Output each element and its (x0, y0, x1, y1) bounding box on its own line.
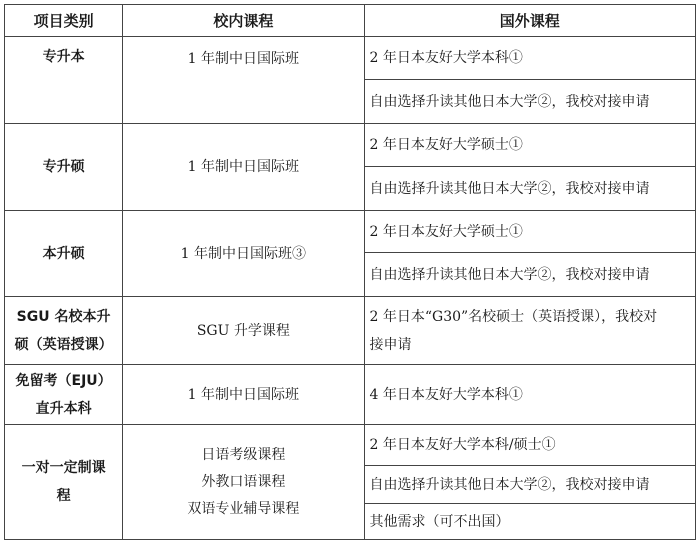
program-type: 本升硕 (5, 211, 123, 297)
program-table (4, 4, 696, 540)
domestic-course-line: 日语考级课程 (201, 446, 286, 463)
domestic-course: SGU 升学课程 (123, 297, 364, 365)
program-type (5, 365, 123, 425)
overseas-course: 2 年日本友好大学本科/硕士① (364, 425, 696, 466)
overseas-course: 其他需求（可不出国） (364, 504, 696, 540)
program-type-line: 程 (56, 488, 71, 504)
overseas-course-line: 2 年日本“G30”名校硕士（英语授课），我校对 (369, 308, 658, 325)
overseas-course: 2 年日本友好大学硕士① (364, 124, 696, 167)
domestic-course: 1 年制中日国际班 (123, 37, 364, 124)
overseas-course: 自由选择升读其他日本大学②，我校对接申请 (364, 466, 696, 504)
table-row (5, 124, 696, 167)
overseas-course: 自由选择升读其他日本大学②，我校对接申请 (364, 167, 696, 211)
table-row (5, 37, 696, 80)
program-type: 专升本 (5, 37, 123, 124)
program-type (5, 425, 123, 540)
program-type-line: 直升本科 (35, 400, 92, 417)
domestic-course: 1 年制中日国际班③ (123, 211, 364, 297)
table-row (5, 297, 696, 365)
program-type-line: 一对一定制课 (21, 460, 106, 476)
table-header-row (5, 5, 696, 37)
overseas-course-line: 接申请 (369, 336, 412, 353)
domestic-course-line: 外教口语课程 (201, 473, 286, 490)
domestic-course-line: 双语专业辅导课程 (187, 500, 300, 517)
domestic-course (123, 425, 364, 540)
header-overseas: 国外课程 (364, 5, 696, 37)
overseas-course: 2 年日本友好大学硕士① (364, 211, 696, 253)
program-type-line: 免留考（EJU） (15, 372, 112, 389)
domestic-course: 1 年制中日国际班 (123, 124, 364, 211)
header-type: 项目类别 (5, 5, 123, 37)
program-type-line: 硕（英语授课） (14, 336, 113, 353)
overseas-course (364, 297, 696, 365)
overseas-course: 2 年日本友好大学本科① (364, 37, 696, 80)
overseas-course: 4 年日本友好大学本科① (364, 365, 696, 425)
table-row (5, 211, 696, 253)
program-type (5, 297, 123, 365)
program-type: 专升硕 (5, 124, 123, 211)
overseas-course: 自由选择升读其他日本大学②，我校对接申请 (364, 253, 696, 297)
overseas-course: 自由选择升读其他日本大学②，我校对接申请 (364, 80, 696, 124)
domestic-course: 1 年制中日国际班 (123, 365, 364, 425)
table-row (5, 425, 696, 466)
header-domestic: 校内课程 (123, 5, 364, 37)
program-type-line: SGU 名校本升 (16, 308, 111, 325)
table-row (5, 365, 696, 425)
